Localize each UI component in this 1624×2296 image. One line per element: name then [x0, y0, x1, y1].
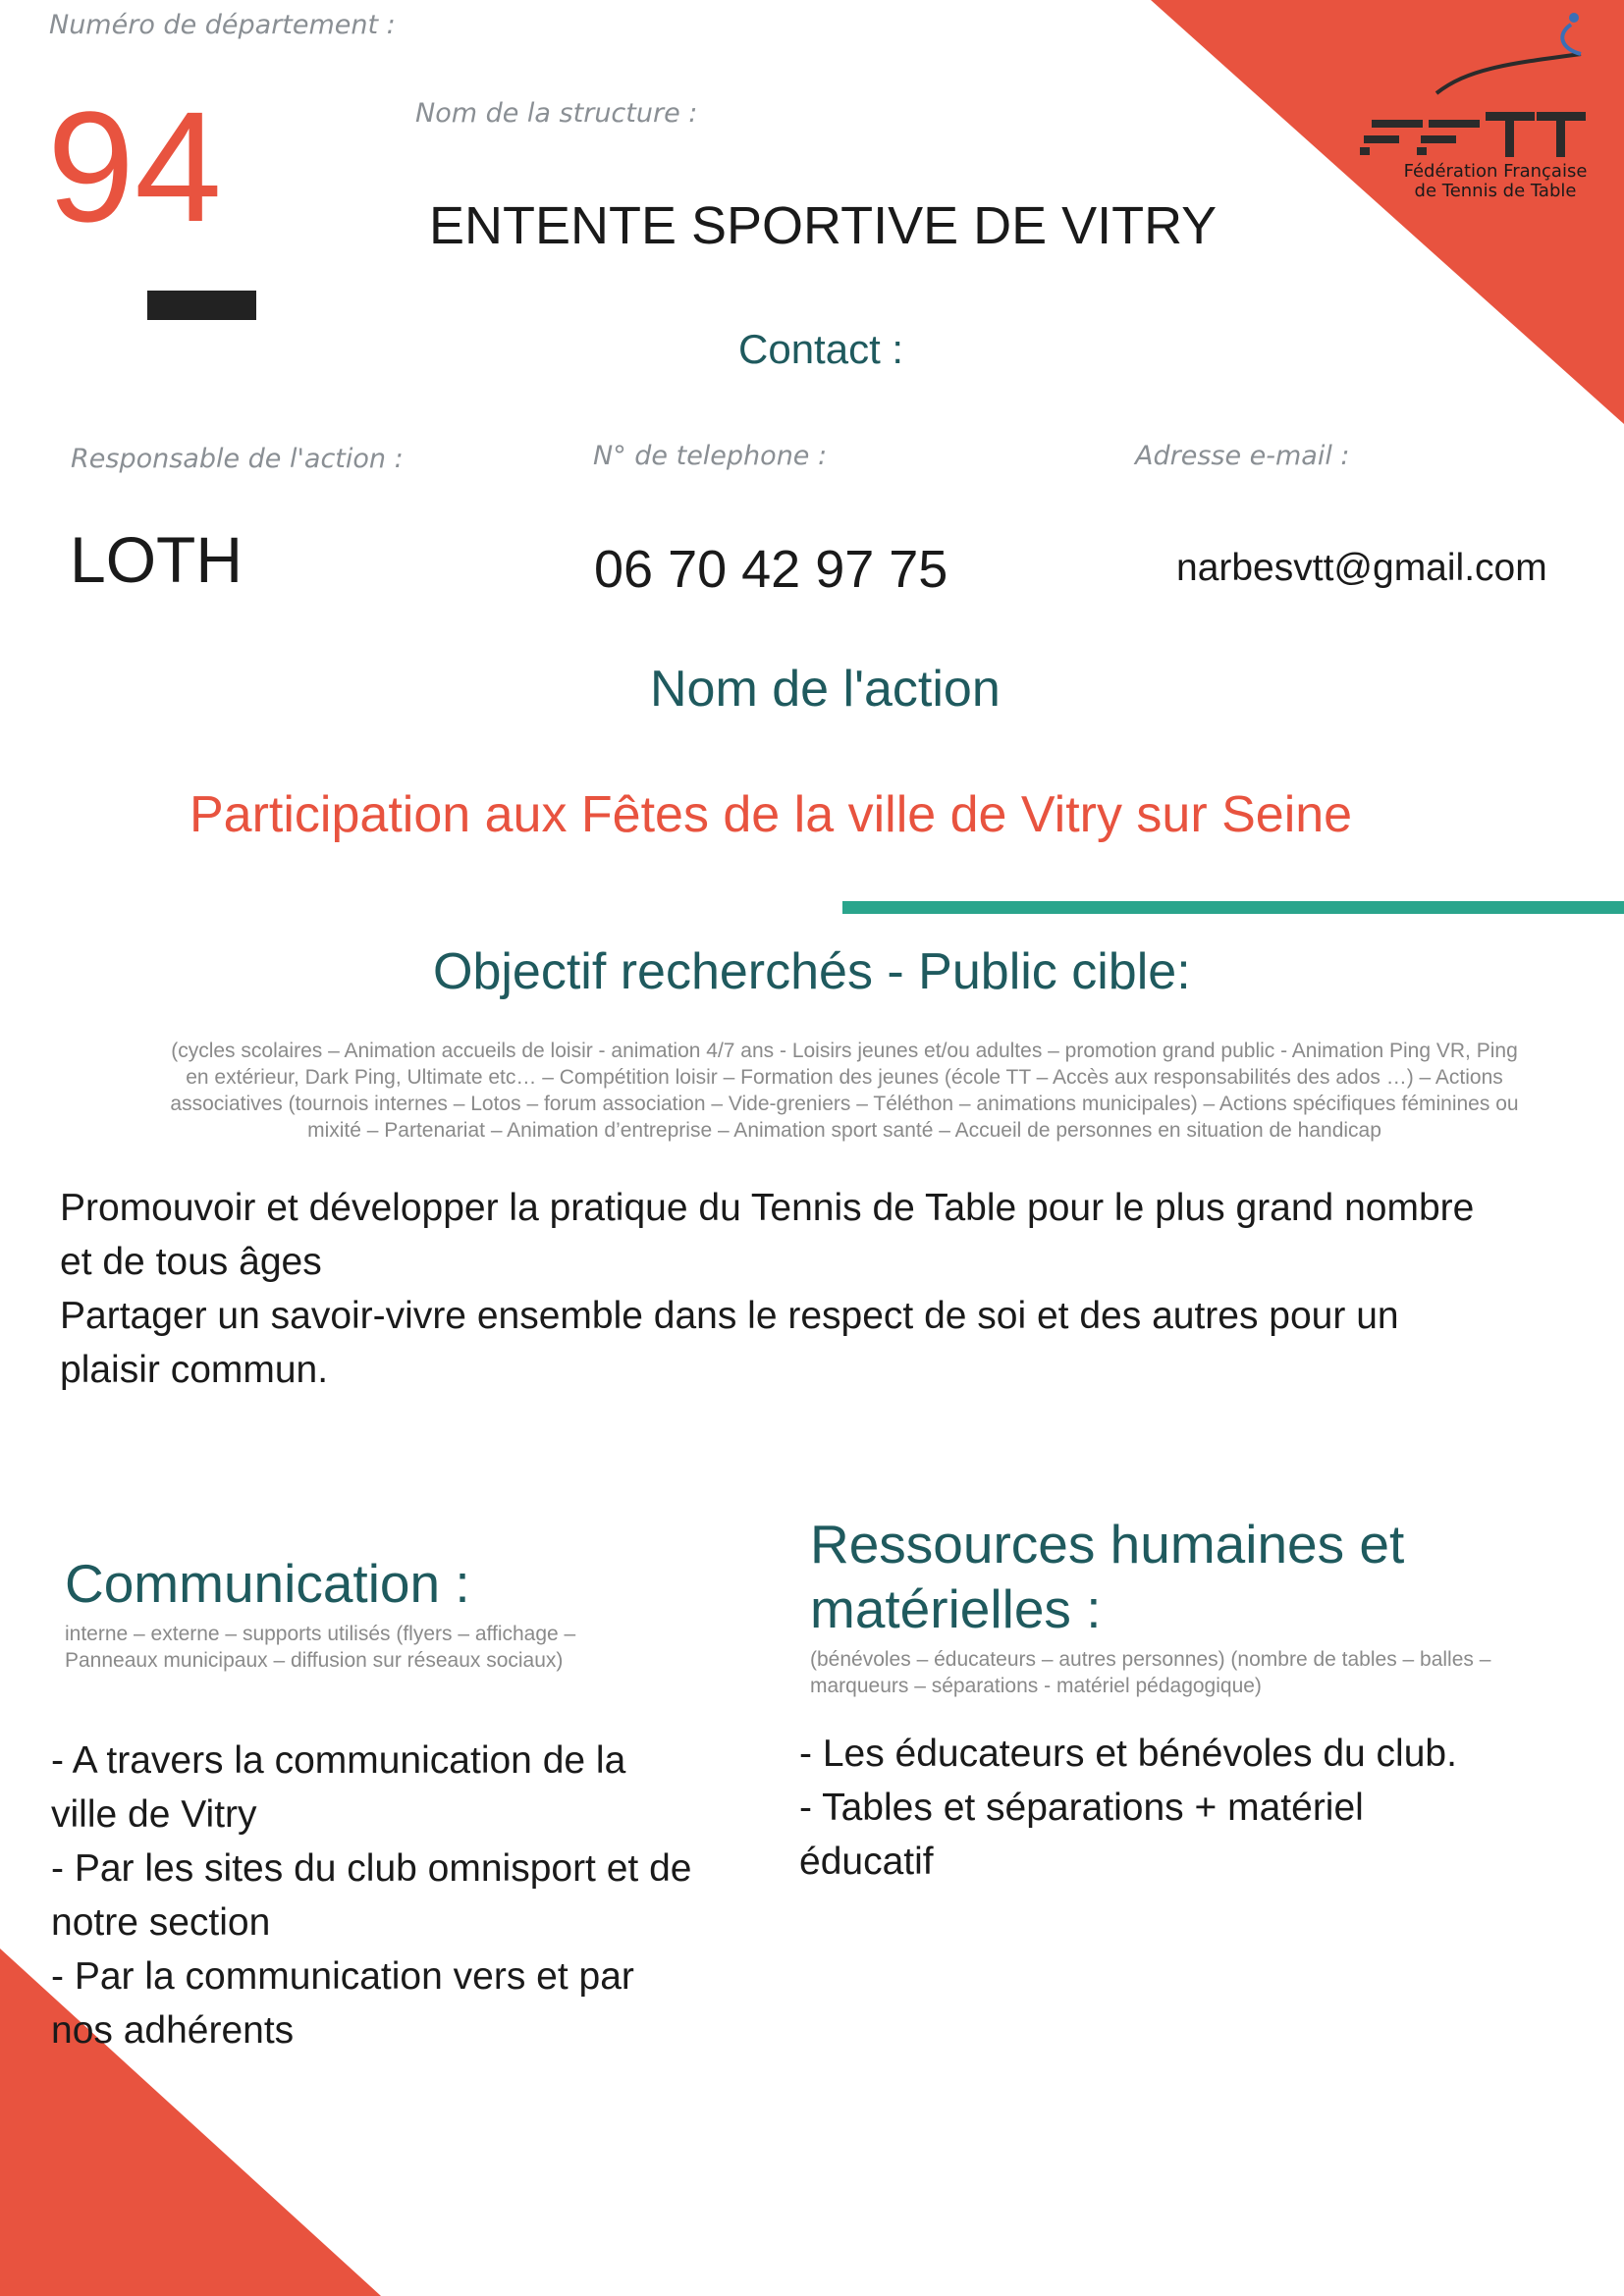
email-value: narbesvtt@gmail.com	[1176, 547, 1547, 589]
objectif-text	[60, 1181, 1493, 1397]
ressources-item: - Tables et séparations + matériel éducatif	[799, 1787, 1364, 1883]
logo-line2: de Tennis de Table	[1414, 181, 1577, 201]
ressources-heading: Ressources humaines et matérielles :	[810, 1514, 1405, 1639]
structure-name: ENTENTE SPORTIVE DE VITRY	[429, 196, 1218, 255]
phone-value: 06 70 42 97 75	[594, 540, 948, 599]
department-number: 94	[47, 79, 222, 254]
objectif-line-2: Partager un savoir-vivre ensemble dans le respect de soi et des autres pour un plaisir commun.	[60, 1295, 1399, 1391]
teal-divider	[842, 901, 1624, 914]
action-heading: Nom de l'action	[650, 661, 1001, 718]
email-label: Adresse e-mail :	[1135, 441, 1350, 471]
ressources-hint: (bénévoles – éducateurs – autres personnes) (nombre de tables – balles – marqueurs – séparations - matériel pédagogique)	[810, 1648, 1491, 1697]
responsable-label: Responsable de l'action :	[71, 444, 404, 474]
department-label: Numéro de département :	[49, 10, 396, 40]
communication-item: - Par la communication vers et par nos adhérents	[51, 1955, 634, 2052]
communication-list	[51, 1734, 699, 2057]
ressources-item: - Les éducateurs et bénévoles du club.	[799, 1733, 1457, 1775]
responsable-value: LOTH	[70, 523, 244, 596]
objectif-heading: Objectif recherchés - Public cible:	[433, 943, 1191, 1000]
objectif-hint: (cycles scolaires – Animation accueils de loisir - animation 4/7 ans - Loisirs jeunes et/ou adultes – promotion grand public - Animation Ping VR, Ping en extérieur, Dark Ping, Ultimate etc… – Compétition loisir – Formation des jeunes (école TT – Accès aux responsabilités des ados …) – Actions associatives (tournois internes – Lotos – forum association – Vide-greniers – Téléthon – animations municipales) – Actions spécifiques féminines ou mixité – Partenariat – Animation d’entreprise – Animation sport santé – Accueil de personnes en situation de handicap	[170, 1040, 1519, 1142]
logo-line1: Fédération Française	[1403, 161, 1588, 182]
objectif-line-1: Promouvoir et développer la pratique du Tennis de Table pour le plus grand nombre et de tous âges	[60, 1187, 1475, 1283]
fftt-logo	[1360, 10, 1605, 206]
fftt-logo-icon	[1360, 10, 1605, 157]
ressources-list	[799, 1727, 1545, 1889]
structure-label: Nom de la structure :	[415, 98, 698, 129]
contact-heading: Contact :	[738, 326, 904, 372]
communication-heading: Communication :	[65, 1553, 470, 1614]
phone-label: N° de telephone :	[593, 441, 828, 471]
communication-item: - Par les sites du club omnisport et de notre section	[51, 1847, 692, 1944]
action-name: Participation aux Fêtes de la ville de Vitry sur Seine	[189, 786, 1353, 843]
communication-hint: interne – externe – supports utilisés (flyers – affichage – Panneaux municipaux – diffusion sur réseaux sociaux)	[65, 1623, 576, 1672]
department-bar	[147, 291, 256, 320]
communication-item: - A travers la communication de la ville de Vitry	[51, 1739, 626, 1836]
